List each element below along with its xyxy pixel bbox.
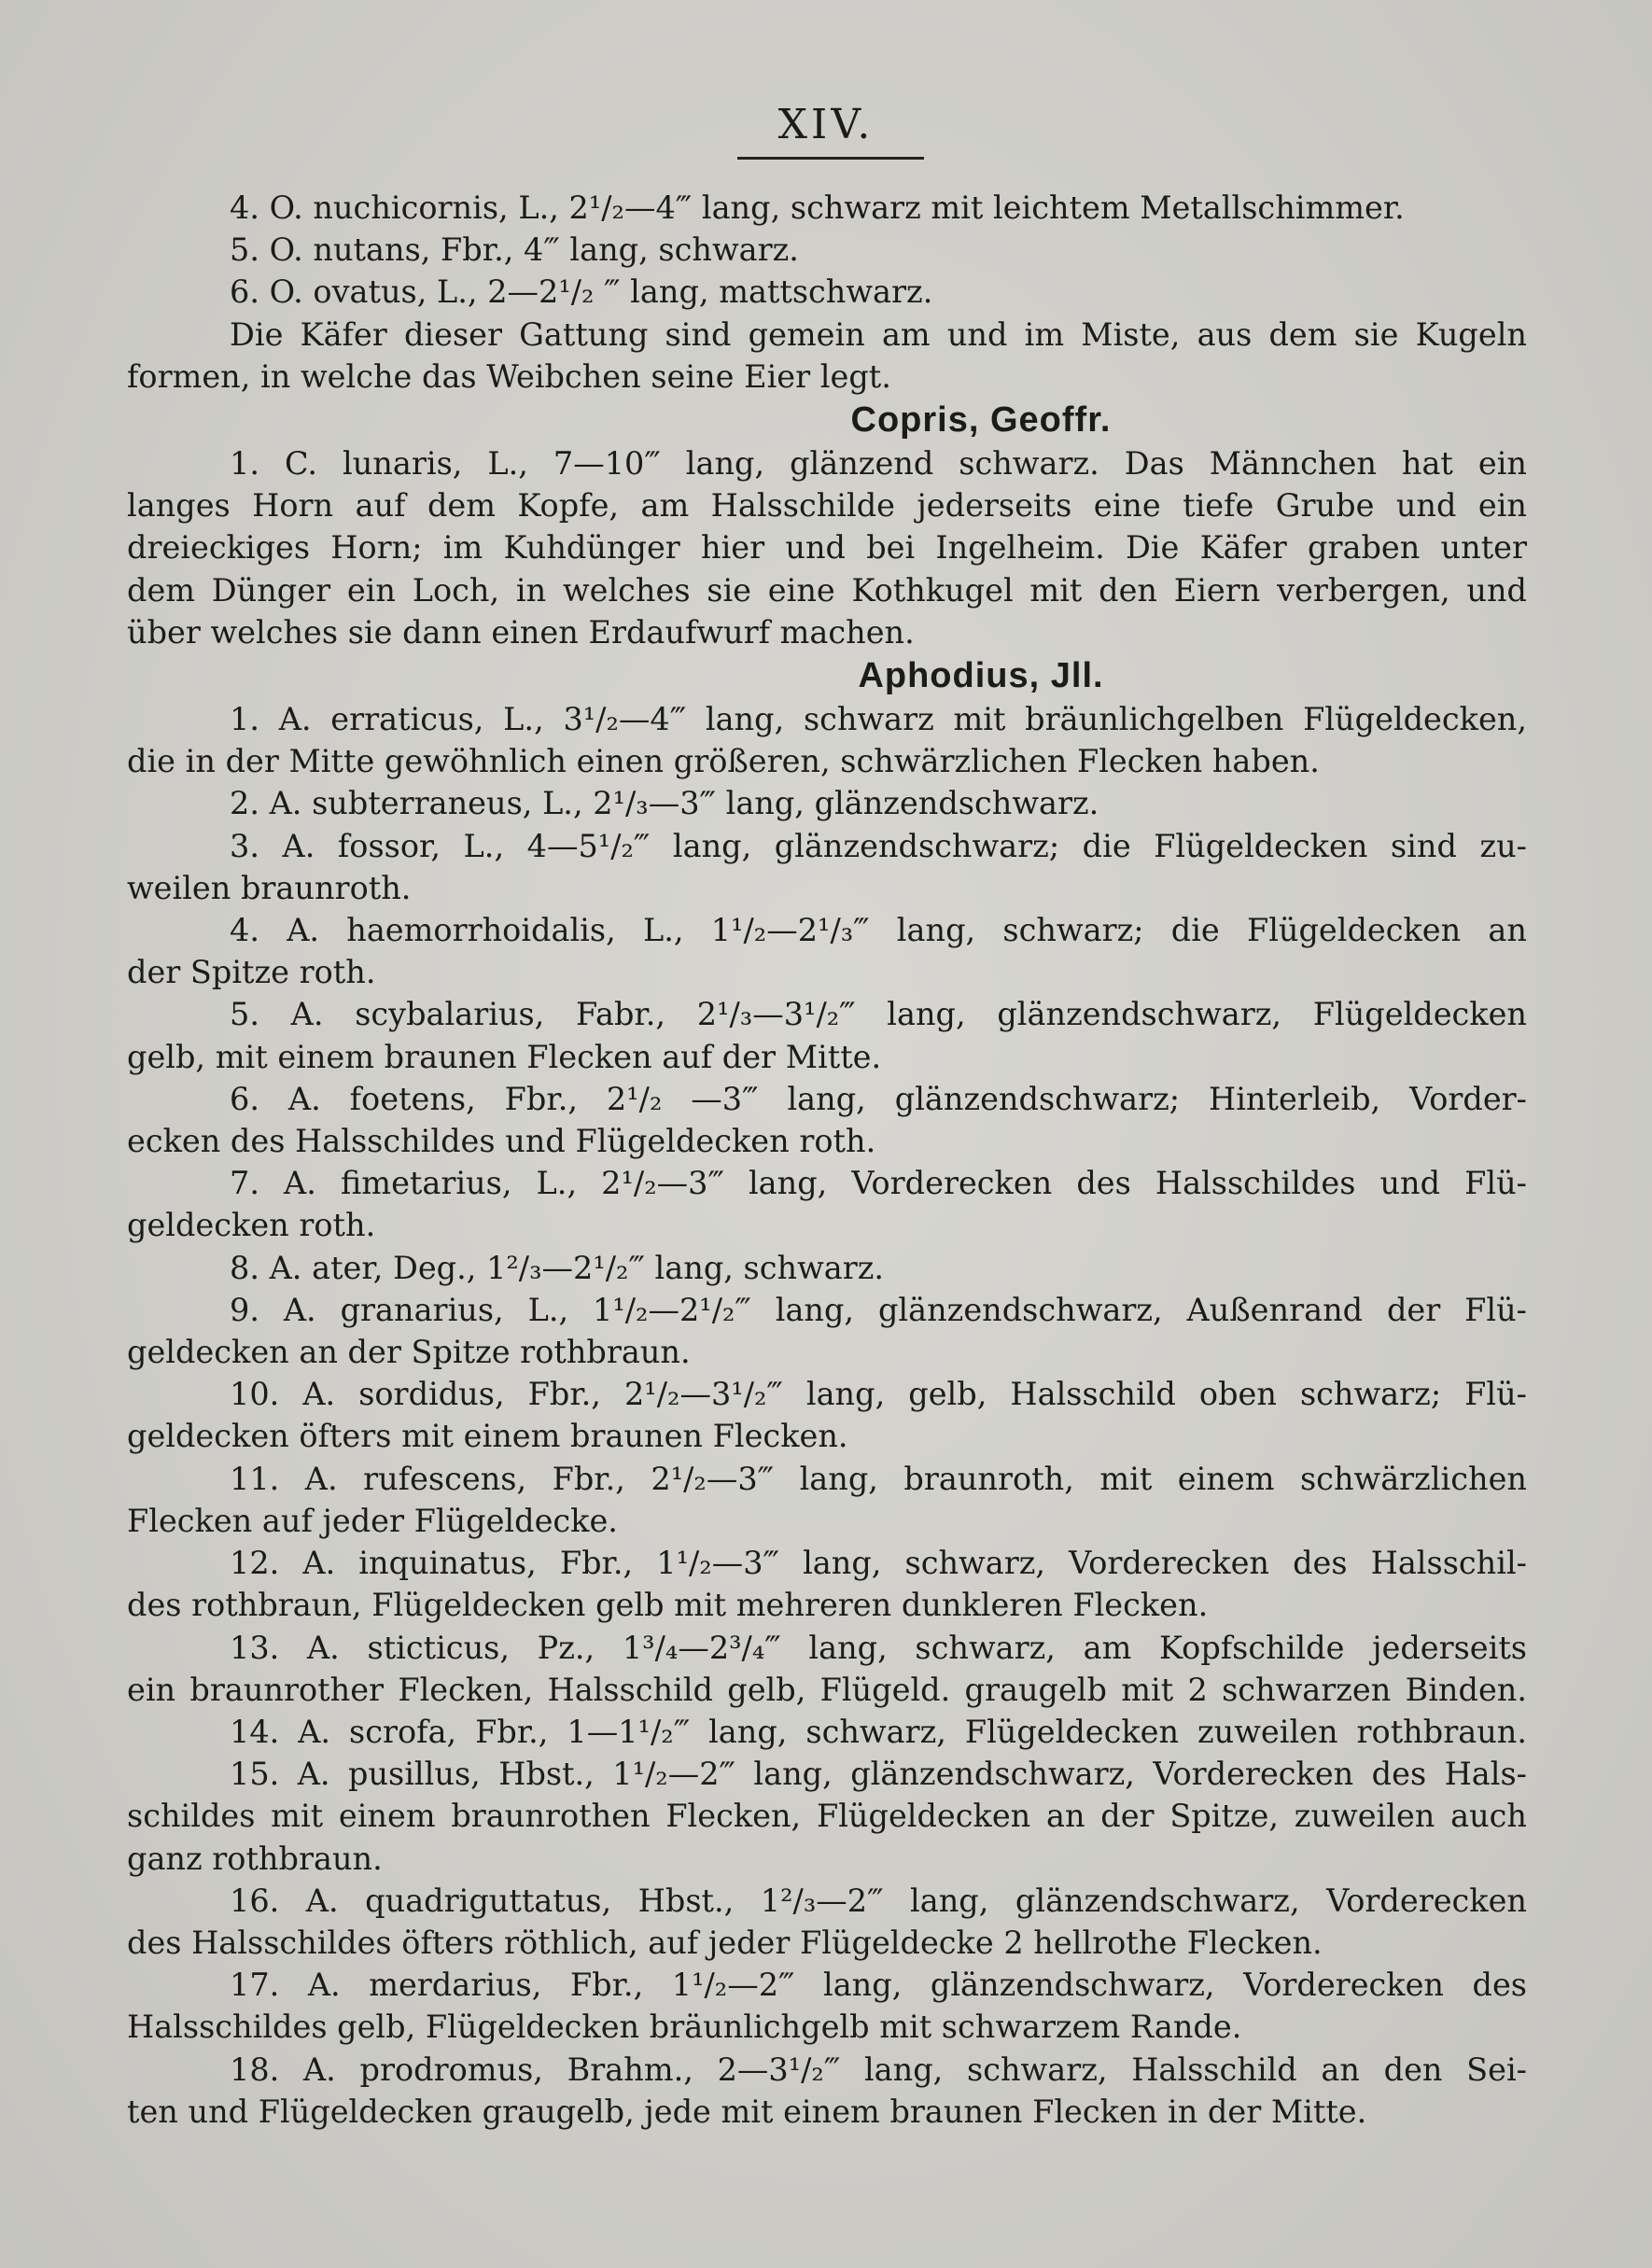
genus-heading: Aphodius, Jll.	[858, 656, 1104, 696]
text-line: ein braunrother Flecken, Halsschild gelb, Flügeld. graugelb mit 2 schwarzen Binden.	[127, 1671, 1527, 1708]
text-line: 12. A. inquinatus, Fbr., 1¹/₂—3‴ lang, schwarz, Vorderecken des Halsschil-	[230, 1545, 1527, 1582]
text-line: des rothbraun, Flügeldecken gelb mit mehreren dunkleren Flecken.	[127, 1587, 1209, 1624]
text-line: langes Horn auf dem Kopfe, am Halsschilde jederseits eine tiefe Grube und ein	[127, 487, 1527, 525]
page-body	[127, 187, 1527, 2133]
text-line: Die Käfer dieser Gattung sind gemein am und im Miste, aus dem sie Kugeln	[230, 315, 1527, 353]
text-line: des Halsschildes öfters röthlich, auf jeder Flügeldecke 2 hellrothe Flecken.	[127, 1924, 1323, 1961]
text-line: geldecken roth.	[127, 1207, 376, 1244]
text-line: 5. A. scybalarius, Fabr., 2¹/₃—3¹/₂‴ lang, glänzendschwarz, Flügeldecken	[230, 996, 1527, 1033]
text-line: 17. A. merdarius, Fbr., 1¹/₂—2‴ lang, glänzendschwarz, Vorderecken des	[230, 1967, 1527, 2004]
text-line: 10. A. sordidus, Fbr., 2¹/₂—3¹/₂‴ lang, gelb, Halsschild oben schwarz; Flü-	[230, 1376, 1527, 1413]
text-line: formen, in welche das Weibchen seine Eier legt.	[127, 357, 891, 395]
text-line: 4. A. haemorrhoidalis, L., 1¹/₂—2¹/₃‴ lang, schwarz; die Flügeldecken an	[230, 912, 1527, 949]
text-line: gelb, mit einem braunen Flecken auf der Mitte.	[127, 1038, 882, 1075]
text-line: 9. A. granarius, L., 1¹/₂—2¹/₂‴ lang, glänzendschwarz, Außenrand der Flü-	[230, 1291, 1527, 1328]
page-number: XIV.	[777, 101, 875, 148]
text-line: über welches sie dann einen Erdaufwurf machen.	[127, 613, 915, 651]
text-line: schildes mit einem braunrothen Flecken, Flügeldecken an der Spitze, zuweilen auch	[127, 1798, 1527, 1835]
text-line: geldecken öfters mit einem braunen Flecken.	[127, 1418, 848, 1455]
header-rule	[737, 157, 924, 160]
text-line: 16. A. quadriguttatus, Hbst., 1²/₃—2‴ lang, glänzendschwarz, Vorderecken	[230, 1882, 1527, 1919]
text-line: weilen braunroth.	[127, 869, 412, 906]
text-line: dem Dünger ein Loch, in welches sie eine Kothkugel mit den Eiern verbergen, und	[127, 571, 1527, 609]
text-line: Halsschildes gelb, Flügeldecken bräunlichgelb mit schwarzem Rande.	[127, 2009, 1242, 2046]
text-line: 4. O. nuchicornis, L., 2¹/₂—4‴ lang, schwarz mit leichtem Metallschimmer.	[230, 189, 1405, 226]
text-line: die in der Mitte gewöhnlich einen größeren, schwärzlichen Flecken haben.	[127, 743, 1320, 780]
text-line: ten und Flügeldecken graugelb, jede mit einem braunen Flecken in der Mitte.	[127, 2093, 1367, 2130]
text-line: 7. A. fimetarius, L., 2¹/₂—3‴ lang, Vorderecken des Halsschildes und Flü-	[230, 1165, 1527, 1202]
text-line: 14. A. scrofa, Fbr., 1—1¹/₂‴ lang, schwarz, Flügeldecken zuweilen rothbraun.	[230, 1713, 1527, 1750]
text-line: 1. C. lunaris, L., 7—10‴ lang, glänzend schwarz. Das Männchen hat ein	[230, 445, 1527, 483]
text-line: 18. A. prodromus, Brahm., 2—3¹/₂‴ lang, schwarz, Halsschild an den Sei-	[230, 2051, 1527, 2088]
text-line: 15. A. pusillus, Hbst., 1¹/₂—2‴ lang, glänzendschwarz, Vorderecken des Hals-	[230, 1756, 1527, 1793]
text-line: ganz rothbraun.	[127, 1840, 383, 1877]
text-line: 8. A. ater, Deg., 1²/₃—2¹/₂‴ lang, schwarz.	[230, 1249, 885, 1286]
text-line: ecken des Halsschildes und Flügeldecken roth.	[127, 1123, 876, 1160]
text-line: 5. O. nutans, Fbr., 4‴ lang, schwarz.	[230, 231, 799, 269]
text-line: geldecken an der Spitze rothbraun.	[127, 1334, 691, 1371]
text-line: 2. A. subterraneus, L., 2¹/₃—3‴ lang, glänzendschwarz.	[230, 785, 1099, 822]
text-line: 6. A. foetens, Fbr., 2¹/₂ —3‴ lang, glänzendschwarz; Hinterleib, Vorder-	[230, 1080, 1527, 1117]
text-line: 6. O. ovatus, L., 2—2¹/₂ ‴ lang, mattschwarz.	[230, 273, 933, 311]
text-line: 1. A. erraticus, L., 3¹/₂—4‴ lang, schwarz mit bräunlichgelben Flügeldecken,	[230, 701, 1527, 738]
text-line: Flecken auf jeder Flügeldecke.	[127, 1502, 618, 1539]
text-line: der Spitze roth.	[127, 954, 376, 991]
genus-heading: Copris, Geoffr.	[850, 400, 1112, 441]
text-line: 13. A. sticticus, Pz., 1³/₄—2³/₄‴ lang, schwarz, am Kopfschilde jederseits	[230, 1629, 1527, 1666]
text-line: dreieckiges Horn; im Kuhdünger hier und bei Ingelheim. Die Käfer graben unter	[127, 529, 1527, 567]
text-line: 3. A. fossor, L., 4—5¹/₂‴ lang, glänzendschwarz; die Flügeldecken sind zu-	[230, 827, 1527, 864]
text-line: 11. A. rufescens, Fbr., 2¹/₂—3‴ lang, braunroth, mit einem schwärzlichen	[230, 1460, 1527, 1497]
